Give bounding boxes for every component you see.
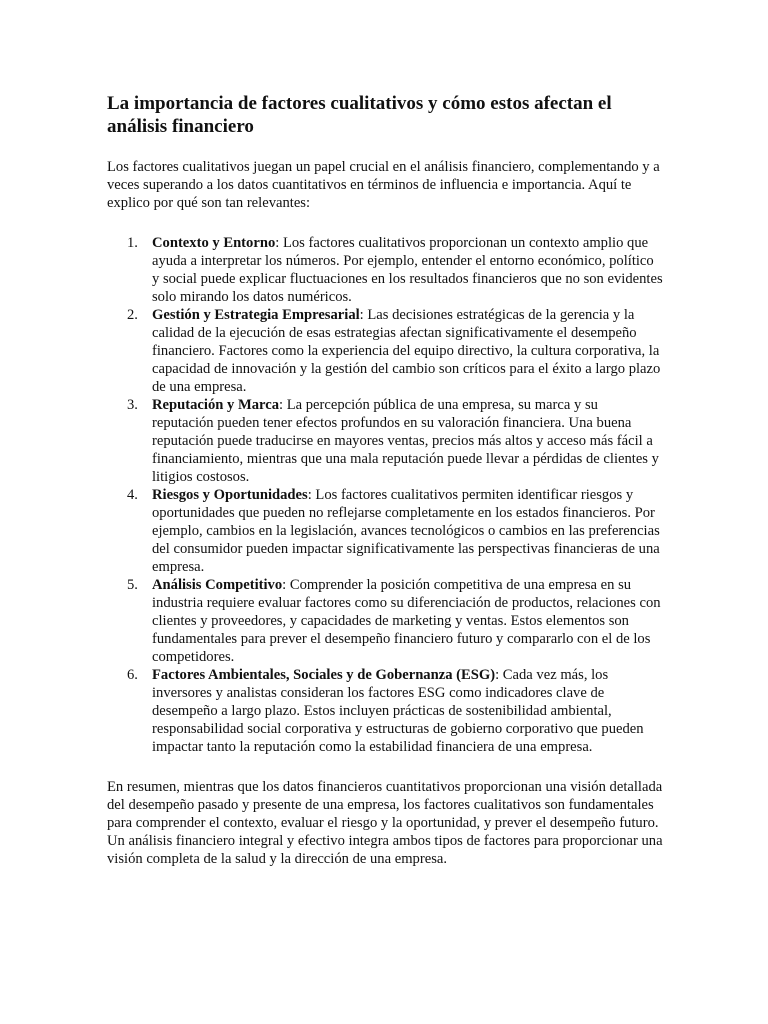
conclusion-paragraph: En resumen, mientras que los datos financieros cuantitativos proporcionan una visión detallada del desempeño pasado y presente de una empresa, los factores cualitativos son fundamentales para comprender el contexto, evaluar el riesgo y la oportunidad, y prever el desempeño futuro. Un análisis financiero integral y efectivo integra ambos tipos de factores para proporcionar una visión completa de la salud y la dirección de una empresa. <box>107 779 663 867</box>
intro-paragraph: Los factores cualitativos juegan un papel crucial en el análisis financiero, complementando y a veces superando a los datos cuantitativos en términos de influencia e importancia. Aquí te explico por qué son tan relevantes: <box>107 159 660 211</box>
item-number: 3. <box>127 397 138 413</box>
list-item <box>127 234 663 306</box>
item-number: 6. <box>127 667 138 683</box>
item-text: : Comprender la posición competitiva de una empresa en su industria requiere evaluar factores como su diferenciación de productos, relaciones con clientes y proveedores, y capacidades de marketing y ventas. Estos elementos son fundamentales para prever el desempeño financiero futuro y compararlo con el de los competidores. <box>152 577 661 665</box>
list-item <box>127 576 663 666</box>
item-text: : Cada vez más, los inversores y analistas consideran los factores ESG como indicadores clave de desempeño a largo plazo. Estos incluyen prácticas de sostenibilidad ambiental, responsabilidad social corporativa y estructuras de gobierno corporativo que pueden impactar tanto la reputación como la estabilidad financiera de una empresa. <box>152 667 644 755</box>
item-text: : Los factores cualitativos proporcionan un contexto amplio que ayuda a interpretar los números. Por ejemplo, entender el entorno económico, político y social puede explicar fluctuaciones en los resultados financieros que no son evidentes solo mirando los datos numéricos. <box>152 235 663 305</box>
item-text: : Los factores cualitativos permiten identificar riesgos y oportunidades que pueden no reflejarse completamente en los estados financieros. Por ejemplo, cambios en la legislación, avances tecnológicos o cambios en las preferencias del consumidor pueden impactar significativamente las perspectivas financieras de una empresa. <box>152 487 660 575</box>
list-item <box>127 306 663 396</box>
item-number: 4. <box>127 487 138 503</box>
document-title: La importancia de factores cualitativos y cómo estos afectan el análisis financiero <box>107 93 612 137</box>
item-number: 2. <box>127 307 138 323</box>
item-number: 1. <box>127 235 138 251</box>
item-number: 5. <box>127 577 138 593</box>
item-term: Gestión y Estrategia Empresarial <box>152 307 360 323</box>
item-term: Contexto y Entorno <box>152 235 276 251</box>
item-term: Riesgos y Oportunidades <box>152 487 308 503</box>
factors-list <box>107 234 663 756</box>
item-text: : La percepción pública de una empresa, su marca y su reputación pueden tener efectos profundos en su valoración financiera. Una buena reputación puede traducirse en mayores ventas, precios más altos y acceso más fácil a financiamiento, mientras que una mala reputación puede llevar a pérdidas de clientes y litigios costosos. <box>152 397 659 485</box>
document-page <box>107 92 663 868</box>
item-term: Factores Ambientales, Sociales y de Gobernanza (ESG) <box>152 667 496 683</box>
list-item <box>127 666 663 756</box>
item-term: Reputación y Marca <box>152 397 280 413</box>
item-text: : Las decisiones estratégicas de la gerencia y la calidad de la ejecución de esas estrategias afectan significativamente el desempeño financiero. Factores como la experiencia del equipo directivo, la cultura corporativa, la capacidad de innovación y la gestión del cambio son críticos para el éxito a largo plazo de una empresa. <box>152 307 661 395</box>
list-item <box>127 486 663 576</box>
item-term: Análisis Competitivo <box>152 577 283 593</box>
list-item <box>127 396 663 486</box>
